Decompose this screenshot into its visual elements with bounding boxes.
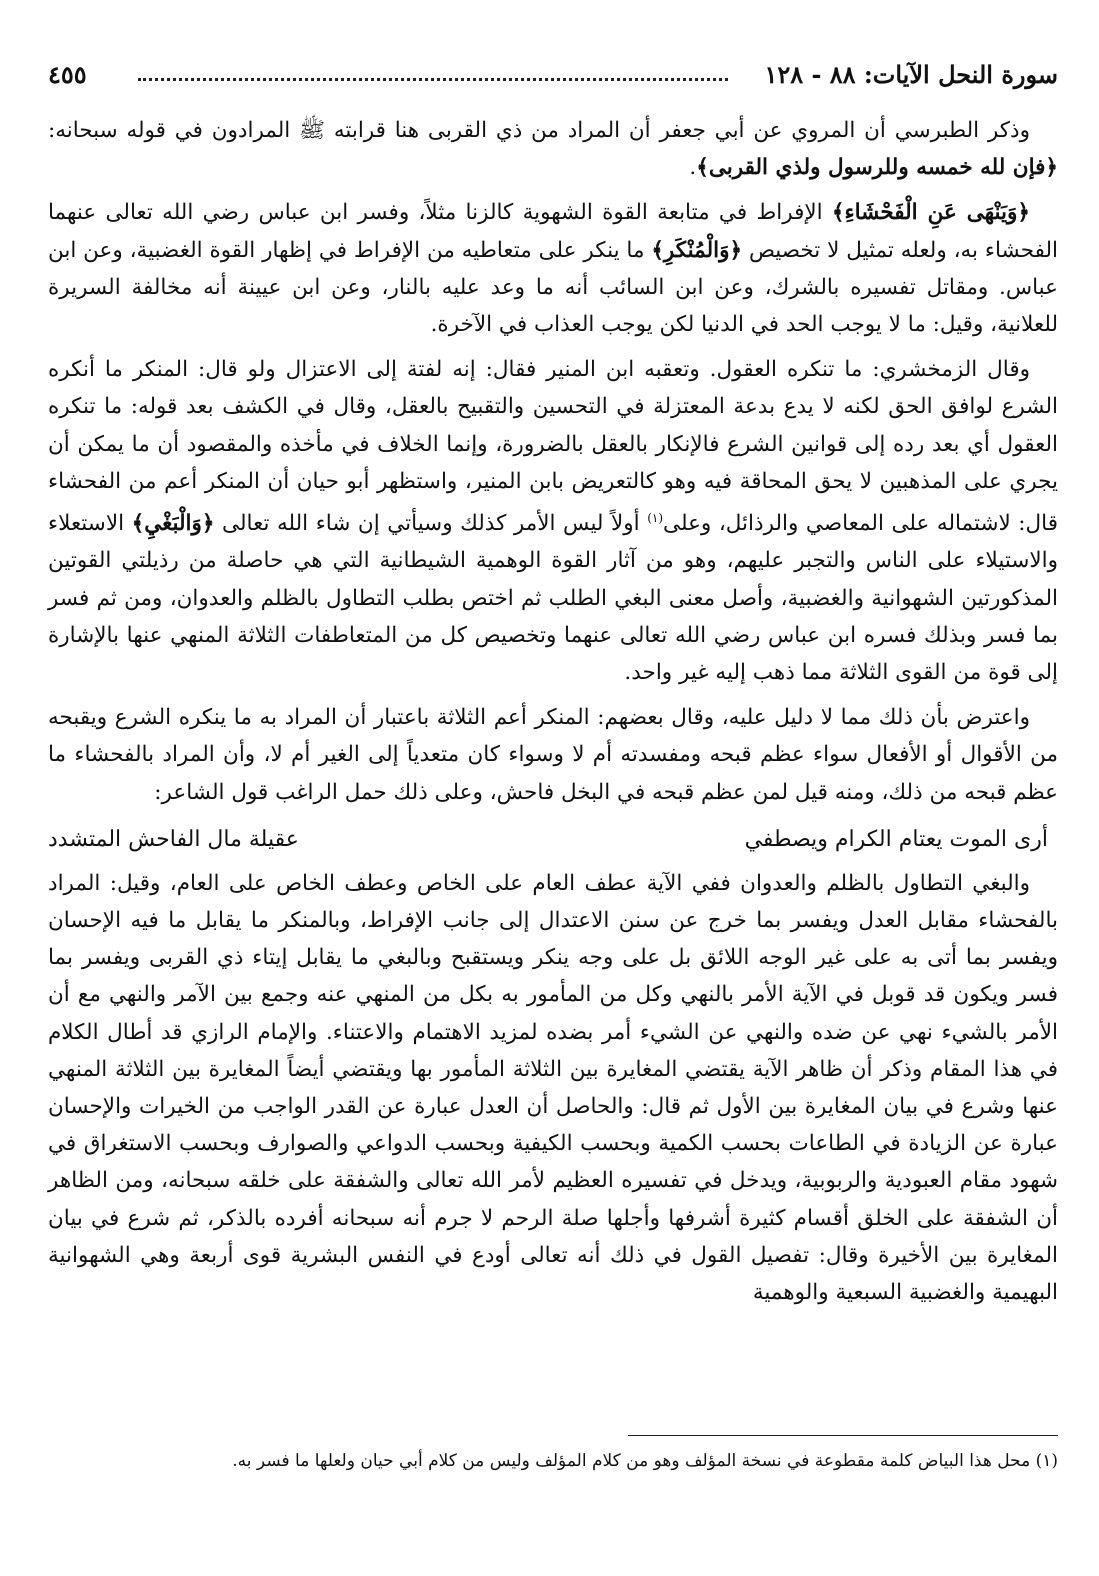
paragraph-3-text-b: أولاً ليس الأمر كذلك وسيأتي إن شاء الله تعالى: [214, 511, 648, 537]
paragraph-2-text-b: ما ينكر على متعاطيه من الإفراط في إظهار القوة الغضبية، وعن ابن عباس. ومقاتل تفسيره بالشرك، وعن ابن السائب أنه ما وعد عليه بالنار، وعن ابن عيينة أنه مخالفة السريرة للعلانية، وقيل: ما لا يوجب الحد في الدنيا لكن يوجب العذاب في الآخرة.: [48, 237, 1058, 338]
header-dot-leader: [138, 78, 728, 81]
paragraph-1-end: .: [689, 155, 697, 181]
verse-second-hemistich: عقيلة مال الفاحش المتشدد: [48, 826, 299, 852]
paragraph-3-text-c: الاستعلاء والاستيلاء على الناس والتجبر عليهم، وهو من آثار القوة الوهمية الشيطانية التي هي حاصلة من رذيلتي القوتين المذكورتين الشهوانية والغضبية، وأصل معنى البغي الطلب ثم اختص بطلب التطاول بالظلم والعدوان، ومن ثم فسر بما فسر وبذلك فسره ابن عباس رضي الله تعالى عنهما وتخصيص كل من المتعاطفات الثلاثة المنهي عنها بالإشارة إلى قوة من القوى الثلاثة مما ذهب إليه غير واحد.: [48, 511, 1058, 685]
paragraph-5: والبغي التطاول بالظلم والعدوان ففي الآية عطف العام على الخاص وعطف الخاص على العام، وقيل: المراد بالفحشاء مقابل العدل ويفسر بما خرج عن سنن الاعتدال إلى جانب الإفراط، وبالمنكر ما يقابل ما فيه الإحسان ويفسر بما أتى به على غير الوجه اللائق بل على وجه ينكر ويستقبح وبالبغي ما يقابل إيتاء ذي القربى ويفسر بما فسر ويكون قد قوبل في الآية الأمر بالنهي وكل من المأمور به بكل من المنهي عنه وجمع بين الآمر والنهي مع أن الأمر بالشيء نهي عن ضده والنهي عن الشيء أمر بضده لمزيد الاهتمام والاعتناء. والإمام الرازي قد أطال الكلام في هذا المقام وذكر أن ظاهر الآية يقتضي المغايرة بين الثلاثة المأمور بها ويقتضي أيضاً المغايرة بين الثلاثة المنهي عنها وشرع في بيان المغايرة بين الأول ثم قال: والحاصل أن العدل عبارة عن القدر الواجب من الخيرات والإحسان عبارة عن الزيادة في الطاعات بحسب الكمية وبحسب الكيفية وبحسب الدواعي والصوارف وبحسب الاستغراق في شهود مقام العبودية والربوبية، ويدخل في تفسيره العظيم لأمر الله تعالى والشفقة على خلقه سبحانه، ومن الظاهر أن الشفقة على الخلق أقسام كثيرة أشرفها وأجلها صلة الرحم لا جرم أنه سبحانه أفرده بالذكر، ثم شرع في بيان المغايرة بين الأخيرة وقال: تفصيل القول في ذلك أنه تعالى أودع في النفس البشرية قوى أربعة وهي الشهوانية البهيمية والغضبية السبعية والوهمية: [48, 870, 1058, 1306]
quran-quote: ﴿فإن لله خمسه وللرسول ولذي القربى﴾: [696, 155, 1058, 181]
paragraph-3-text-a: وقال الزمخشري: ما تنكره العقول. وتعقبه ابن المنير فقال: إنه لفتة إلى الاعتزال ولو قال: المنكر ما أنكره الشرع لوافق الحق لكنه لا يدع بدعة المعتزلة في التحسين والتقبيح بالعقل، وقال في الكشف بعد قوله: ما تنكره العقول أي بعد رده إلى قوانين الشرع فالإنكار بالعقل بالضرورة، وإنما الخلاف في مأخذه والمقصود أن ما يمكن أن يجري على المذهبين لا يحق المحاقة فيه وهو كالتعريض بابن المنير، واستظهر أبو حيان أن المنكر أعم من الفحشاء قال: لاشتماله على المعاصي والرذائل، وعلى: [48, 357, 1058, 537]
paragraph-1: [48, 112, 1058, 186]
poetry-verse: [48, 819, 1058, 865]
paragraph-4: واعترض بأن ذلك مما لا دليل عليه، وقال بعضهم: المنكر أعم الثلاثة باعتبار أن المراد به ما ينكره الشرع ويقبحه من الأقوال أو الأفعال سواء عظم قبحه ومفسدته أم لا وسواء كان متعدياً إلى الغير أم لا، وأن المراد بالفحشاء ما عظم قبحه من ذلك، ومنه قيل لمن عظم قبحه في البخل فاحش، وعلى ذلك حمل الراغب قول الشاعر:: [48, 705, 1058, 805]
paragraph-2-text-a: الإفراط في متابعة القوة الشهوية كالزنا مثلاً، وفسر ابن عباس رضي الله تعالى عنهما الفحشاء به، ولعله تمثيل لا تخصيص: [48, 200, 1058, 263]
paragraph-1-text: وذكر الطبرسي أن المروي عن أبي جعفر أن المراد من ذي القربى هنا قرابته ﷺ المرادون في قوله سبحانه:: [48, 118, 1030, 143]
paragraph-2: [48, 194, 1058, 343]
quran-quote: ﴿وَالْبَغْيِ﴾: [131, 511, 215, 537]
page: [48, 56, 1058, 1536]
page-number: ٤٥٥: [48, 60, 87, 89]
running-header: [48, 56, 1058, 100]
footnote-marker: (١): [647, 511, 664, 526]
quran-quote: ﴿وَالْمُنْكَرِ﴾: [651, 237, 743, 263]
paragraph-3: [48, 351, 1058, 691]
footnote-separator: [628, 1435, 1058, 1436]
surah-title: سورة النحل الآيات: ٨٨ - ١٢٨: [764, 60, 1058, 89]
footnote: (١) محل هذا البياض كلمة مقطوعة في نسخة المؤلف وهو من كلام المؤلف وليس من كلام أبي حيان ولعلها ما فسر به.: [232, 1451, 1058, 1471]
verse-first-hemistich: أرى الموت يعتام الكرام ويصطفي: [744, 826, 1048, 852]
quran-quote: ﴿وَيَنْهَى عَنِ الْفَحْشَاءِ﴾: [831, 200, 1030, 226]
main-text: [48, 112, 1058, 1311]
